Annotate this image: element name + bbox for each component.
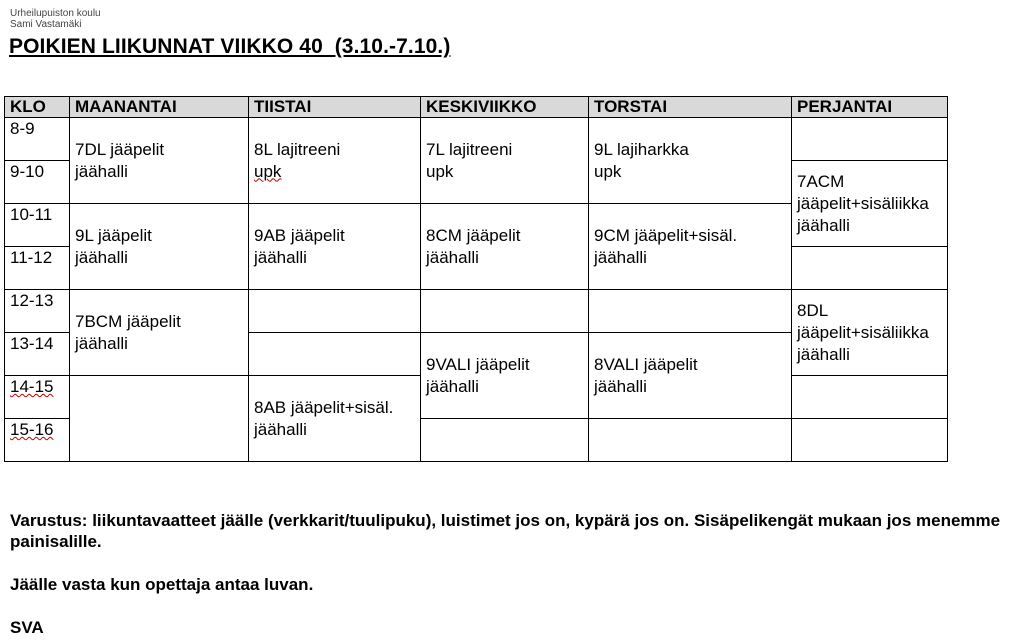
wednesday-slot-2: [421, 204, 589, 290]
friday-empty-cell: [792, 376, 948, 419]
group-label: 9CM jääpelit+sisäl.: [594, 225, 738, 245]
hour-label: 15-16: [10, 420, 54, 439]
group-label: 8VALI jääpelit: [594, 354, 698, 374]
wednesday-empty-cell: [421, 290, 589, 333]
hour-cell: [5, 118, 70, 161]
col-header-monday: MAANANTAI: [70, 97, 249, 118]
equipment-note: Varustus: liikuntavaatteet jäälle (verkkarit/tuulipuku), luistimet jos on, kypärä jos on. Sisäpelikengät mukaan jos menemme painisalille.: [10, 511, 1001, 551]
thursday-slot-3: [589, 333, 792, 419]
col-header-tuesday: TIISTAI: [249, 97, 421, 118]
group-label-text: 8AB jääpelit+sisäl.: [254, 397, 394, 417]
location-label: jäähalli: [75, 161, 128, 181]
activity-label: jääpelit+sisäliikka: [797, 193, 929, 213]
table-row: [5, 118, 948, 161]
hour-cell: [5, 247, 70, 290]
tuesday-slot-1: [249, 118, 421, 204]
monday-empty-cell: [70, 376, 249, 462]
hour-label: 10-11: [10, 205, 53, 224]
document-title: POIKIEN LIIKUNNAT VIIKKO 40 (3.10.-7.10.): [9, 35, 451, 58]
tuesday-slot-2: [249, 204, 421, 290]
monday-slot-3: [70, 290, 249, 376]
group-label: 9VALI jääpelit: [426, 354, 530, 374]
location-label: jäähalli: [254, 247, 307, 267]
friday-slot-1: [792, 161, 948, 247]
monday-slot-2: [70, 204, 249, 290]
tuesday-empty-cell: [249, 333, 421, 376]
thursday-empty-cell: [589, 290, 792, 333]
col-header-thursday: TORSTAI: [589, 97, 792, 118]
hour-label: 12-13: [10, 291, 54, 310]
monday-slot-1: [70, 118, 249, 204]
location-label: upk: [426, 161, 454, 181]
author-name: Sami Vastamäki: [10, 19, 82, 30]
permission-note: Jäälle vasta kun opettaja antaa luvan.: [10, 575, 314, 594]
group-label: 8L lajitreeni: [254, 139, 341, 159]
location-label: jäähalli: [75, 247, 128, 267]
group-label: 7DL jääpelit: [75, 139, 165, 159]
wednesday-slot-1: [421, 118, 589, 204]
friday-empty-cell: [792, 118, 948, 161]
location-label: jäähalli: [797, 344, 850, 364]
location-label: jäähalli: [594, 247, 647, 267]
school-name: Urheilupuiston koulu: [10, 8, 101, 19]
header-row: [5, 97, 948, 118]
group-label: 8CM jääpelit: [426, 225, 521, 245]
activity-label: jääpelit+sisäliikka: [797, 322, 929, 342]
col-header-klo: KLO: [5, 97, 70, 118]
hour-cell: [5, 419, 70, 462]
hour-label: 11-12: [10, 248, 53, 267]
friday-empty-cell: [792, 419, 948, 462]
hour-label: 8-9: [10, 119, 35, 138]
group-label: [254, 397, 420, 419]
hour-cell: [5, 161, 70, 204]
tuesday-slot-3: [249, 376, 421, 462]
location-label: jäähalli: [797, 215, 850, 235]
hour-label: 14-15: [10, 377, 54, 396]
col-header-wednesday: KESKIVIIKKO: [421, 97, 589, 118]
thursday-slot-2: [589, 204, 792, 290]
location-label: upk: [594, 161, 622, 181]
thursday-slot-1: [589, 118, 792, 204]
group-label: 8DL: [797, 300, 829, 320]
location-label: jäähalli: [426, 247, 479, 267]
group-label: 7ACM: [797, 171, 845, 191]
hour-cell: [5, 333, 70, 376]
wednesday-empty-cell: [421, 419, 589, 462]
hour-cell: [5, 204, 70, 247]
col-header-friday: PERJANTAI: [792, 97, 948, 118]
group-label: 9AB jääpelit: [254, 225, 345, 245]
group-label: 9L jääpelit: [75, 225, 152, 245]
tuesday-empty-cell: [249, 290, 421, 333]
wednesday-slot-3: [421, 333, 589, 419]
group-label: 9L lajiharkka: [594, 139, 689, 159]
location-label: jäähalli: [75, 333, 128, 353]
location-label: jäähalli: [426, 376, 479, 396]
location-label: upk: [254, 161, 282, 181]
hour-cell: [5, 376, 70, 419]
location-label: jäähalli: [594, 376, 647, 396]
friday-empty-cell: [792, 247, 948, 290]
friday-slot-2: [792, 290, 948, 376]
schedule-table: [4, 96, 948, 462]
hour-label: 13-14: [10, 334, 54, 353]
signature: SVA: [10, 618, 44, 637]
hour-cell: [5, 290, 70, 333]
thursday-empty-cell: [589, 419, 792, 462]
location-label: jäähalli: [254, 419, 307, 439]
hour-label: 9-10: [10, 162, 45, 181]
group-label: 7L lajitreeni: [426, 139, 513, 159]
table-row: [5, 290, 948, 333]
group-label: 7BCM jääpelit: [75, 311, 181, 331]
